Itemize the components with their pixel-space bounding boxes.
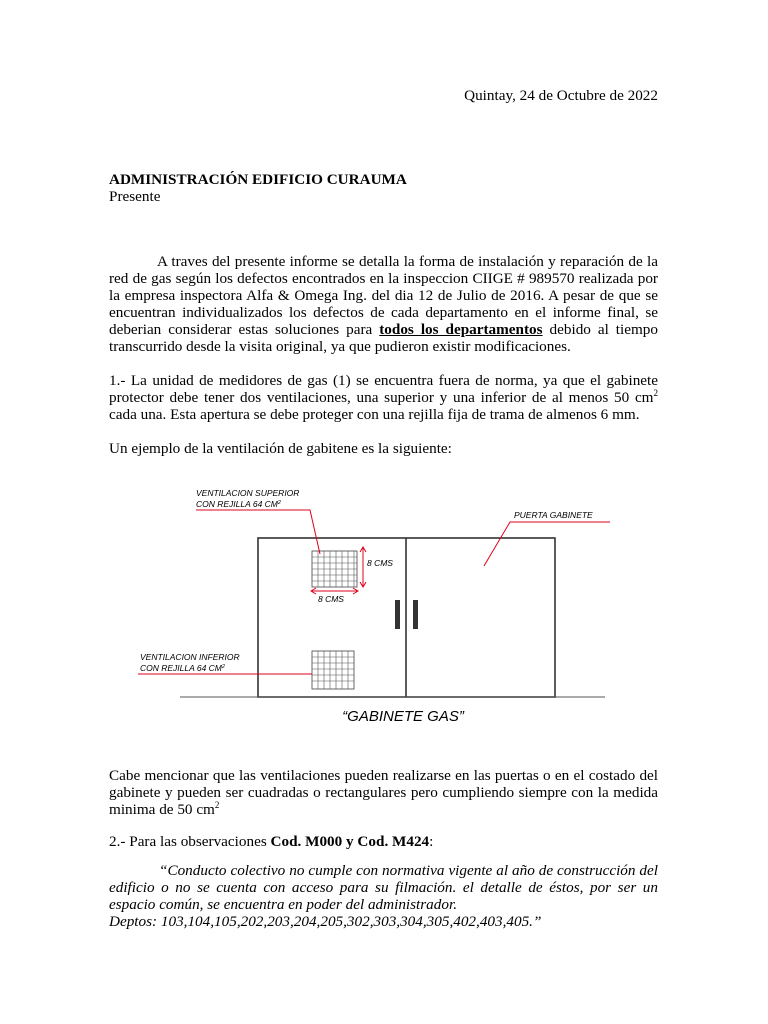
quote-block xyxy=(109,862,658,930)
intro-paragraph xyxy=(109,253,658,355)
intro-emphasis: todos los departamentos xyxy=(379,321,543,338)
intro-text-before: A traves del presente informe se detalla la forma de instalación y reparación de la red de gas según los defectos encontrados en la inspeccion CIIGE # 989570 realizada por la empresa inspectora Alfa & Omega Ing. del dia 12 de Julio de 2016. A pesar de que se encuentran individualizados los defectos de cada departamento en el informe final, se deberian considerar estas soluciones para xyxy=(109,253,658,338)
width-label: 8 CMS xyxy=(318,594,344,604)
gas-cabinet-diagram xyxy=(130,478,630,738)
quote-deptos: Deptos: 103,104,105,202,203,204,205,302,303,304,305,402,403,405.” xyxy=(109,913,542,930)
left-door-handle xyxy=(395,600,400,629)
door-callout xyxy=(484,522,610,566)
upper-vent-label-1: VENTILACION SUPERIOR xyxy=(196,488,300,498)
height-label: 8 CMS xyxy=(367,558,393,568)
note-superscript: 2 xyxy=(214,800,220,810)
item2-paragraph xyxy=(109,833,658,850)
note-paragraph xyxy=(109,767,658,818)
height-dimension xyxy=(360,547,366,587)
lower-vent-label-1: VENTILACION INFERIOR xyxy=(140,652,240,662)
item1-paragraph xyxy=(109,372,658,423)
item1-superscript: 2 xyxy=(653,388,658,398)
door-label: PUERTA GABINETE xyxy=(514,510,593,520)
intro-text-after: debido al tiempo transcurrido desde la visita original, ya que pudieron existir modificaciones. xyxy=(109,321,658,355)
example-line: Un ejemplo de la ventilación de gabitene es la siguiente: xyxy=(109,440,452,457)
lower-vent-label-2: CON REJILLA 64 $CM^2$ xyxy=(140,663,225,673)
item2-codes: Cod. M000 y Cod. M424 xyxy=(270,833,430,850)
item2-text-after: : xyxy=(429,833,434,850)
upper-vent-label-2: CON REJILLA 64 $CM^2$ xyxy=(196,499,281,509)
right-door-handle xyxy=(413,600,418,629)
note-text: Cabe mencionar que las ventilaciones pueden realizarse en las puertas o en el costado del gabinete y pueden ser cuadradas o rectangulares pero cumpliendo siempre con la medida minima de 50 cm xyxy=(109,767,658,818)
recipient-salutation: Presente xyxy=(109,188,161,205)
quote-text: “Conducto colectivo no cumple con normativa vigente al año de construcción del edificio o no se cuenta con acceso para su filmación. el detalle de éstos, por ser un espacio común, se encuentra en poder del administrador. xyxy=(109,862,658,913)
recipient-block xyxy=(109,171,407,205)
date-line: Quintay, 24 de Octubre de 2022 xyxy=(464,87,658,104)
item2-text-before: 2.- Para las observaciones xyxy=(109,833,271,850)
upper-vent-grille xyxy=(312,551,357,587)
item1-text-before: 1.- La unidad de medidores de gas (1) se encuentra fuera de norma, ya que el gabinete protector debe tener dos ventilaciones, una superior y una inferior de al menos 50 cm xyxy=(109,372,658,406)
item1-text-after: cada una. Esta apertura se debe proteger con una rejilla fija de trama de almenos 6 mm. xyxy=(109,406,640,423)
recipient-name: ADMINISTRACIÓN EDIFICIO CURAUMA xyxy=(109,171,407,188)
lower-vent-grille xyxy=(312,651,354,689)
diagram-caption: “GABINETE GAS” xyxy=(342,708,464,725)
gas-cabinet-figure xyxy=(130,478,630,738)
